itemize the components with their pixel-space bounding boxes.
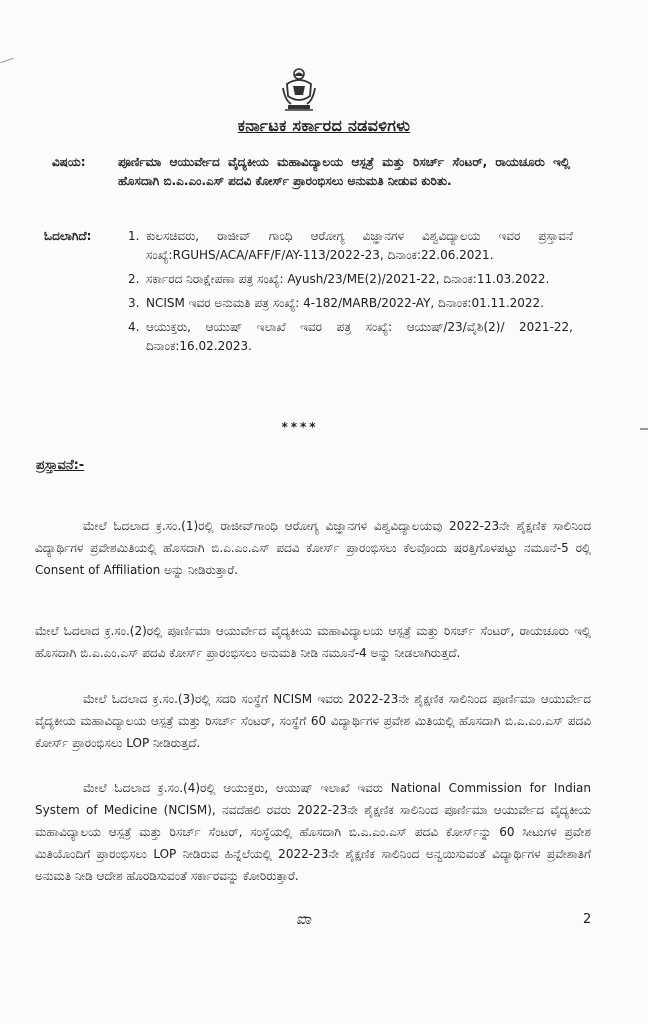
- preamble-paragraph-4: ಮೇಲೆ ಓದಲಾದ ಕ್ರ.ಸಂ.(4)ರಲ್ಲಿ ಆಯುಕ್ತರು, ಆಯುಷ್ ಇಲಾಖೆ ಇವರು National Commission for Indian System of Medicine (NCISM), ನವದೆಹಲಿ ರವರು 2022-23ನೇ ಶೈಕ್ಷಣಿಕ ಸಾಲಿನಿಂದ ಪೂರ್ಣಿಮಾ ಆಯುರ್ವೇದ ವೈದ್ಯಕೀಯ ಮಹಾವಿದ್ಯಾಲಯ ಆಸ್ಪತ್ರೆ ಮತ್ತು ರಿಸರ್ಚ್ ಸೆಂಟರ್, ಸಂಸ್ಥೆಯಲ್ಲಿ ಹೊಸದಾಗಿ ಬಿ.ಎ.ಎಂ.ಎಸ್ ಪದವಿ ಕೋರ್ಸ್‌ನ್ನು 60 ಸೀಟುಗಳ ಪ್ರವೇಶ ಮಿತಿಯೊಂದಿಗೆ ಪ್ರಾರಂಭಿಸಲು LOP ನೀಡಿರುವ ಹಿನ್ನೆಲೆಯಲ್ಲಿ 2022-23ನೇ ಶೈಕ್ಷಣಿಕ ಸಾಲಿನಿಂದ ಅನ್ವಯಿಸುವಂತೆ ವಿದ್ಯಾರ್ಥಿಗಳ ಪ್ರವೇಶಾತಿಗೆ ಅನುಮತಿ ನೀಡಿ ಆದೇಶ ಹೊರಡಿಸುವಂತೆ ಸರ್ಕಾರವನ್ನು ಕೋರಿರುತ್ತಾರೆ.: [35, 781, 591, 883]
- reference-text: ಸರ್ಕಾರದ ನಿರಾಕ್ಷೇಪಣಾ ಪತ್ರ ಸಂಖ್ಯೆ: Ayush/23/ME(2)/2021-22, ದಿನಾಂಕ:11.03.2022.: [146, 272, 550, 286]
- section-separator: ****: [281, 420, 319, 434]
- reference-number: 2.: [128, 272, 140, 286]
- page-title: ಕರ್ನಾಟಕ ಸರ್ಕಾರದ ನಡವಳಿಗಳು: [237, 116, 411, 135]
- preamble-heading: ಪ್ರಸ್ತಾವನೆ:-: [36, 458, 85, 473]
- preamble-paragraph-3: ಮೇಲೆ ಓದಲಾದ ಕ್ರ.ಸಂ.(3)ರಲ್ಲಿ ಸದರಿ ಸಂಸ್ಥೆಗೆ NCISM ಇವರು 2022-23ನೇ ಶೈಕ್ಷಣಿಕ ಸಾಲಿನಿಂದ ಪೂರ್ಣಿಮಾ ಆಯುರ್ವೇದ ವೈದ್ಯಕೀಯ ಮಹಾವಿದ್ಯಾಲಯ ಆಸ್ಪತ್ರೆ ಮತ್ತು ರಿಸರ್ಚ್ ಸೆಂಟರ್, ಸಂಸ್ಥೆಗೆ 60 ವಿದ್ಯಾರ್ಥಿಗಳ ಪ್ರವೇಶ ಮಿತಿಯಲ್ಲಿ ಹೊಸದಾಗಿ ಬಿ.ಎ.ಎಂ.ಎಸ್ ಪದವಿ ಕೋರ್ಸ್ ಪ್ರಾರಂಭಿಸಲು LOP ನೀಡಿರುತ್ತದೆ.: [35, 692, 591, 750]
- reference-number: 4.: [128, 320, 140, 334]
- preamble-paragraph-2: ಮೇಲೆ ಓದಲಾದ ಕ್ರ.ಸಂ.(2)ರಲ್ಲಿ ಪೂರ್ಣಿಮಾ ಆಯುರ್ವೇದ ವೈದ್ಯಕೀಯ ಮಹಾವಿದ್ಯಾಲಯ ಆಸ್ಪತ್ರೆ ಮತ್ತು ರಿಸರ್ಚ್ ಸೆಂಟರ್, ರಾಯಚೂರು ಇಲ್ಲಿ ಹೊಸದಾಗಿ ಬಿ.ಎ.ಎಂ.ಎಸ್ ಪದವಿ ಕೋರ್ಸ್ ಪ್ರಾರಂಭಿಸಲು ಅನುಮತಿ ನೀಡಿ ನಮೂನೆ-4 ಅನ್ನು ನೀಡಲಾಗಿರುತ್ತದೆ.: [35, 624, 591, 660]
- reference-number: 3.: [128, 296, 140, 310]
- scan-edge-mark: [640, 428, 648, 430]
- preamble-paragraph-1: ಮೇಲೆ ಓದಲಾದ ಕ್ರ.ಸಂ.(1)ರಲ್ಲಿ ರಾಜೀವ್‌ಗಾಂಧಿ ಆರೋಗ್ಯ ವಿಜ್ಞಾನಗಳ ವಿಶ್ವವಿದ್ಯಾಲಯವು 2022-23ನೇ ಶೈಕ್ಷಣಿಕ ಸಾಲಿನಿಂದ ವಿದ್ಯಾರ್ಥಿಗಳ ಪ್ರವೇಶಮಿತಿಯಲ್ಲಿ ಹೊಸದಾಗಿ ಬಿ.ಎ.ಎಂ.ಎಸ್ ಪದವಿ ಕೋರ್ಸ್ ಪ್ರಾರಂಭಿಸಲು ಕೆಲವೊಂದು ಷರತ್ತಿಗೊಳಪಟ್ಟು ನಮೂನೆ-5 ರಲ್ಲಿ Consent of Affiliation ಅನ್ನು ನೀಡಿರುತ್ತಾರೆ.: [35, 519, 591, 577]
- list-item: [128, 270, 573, 289]
- page-number: 2: [583, 912, 592, 927]
- state-emblem-icon: [279, 66, 319, 114]
- subject-label: ವಿಷಯ:: [52, 155, 86, 169]
- list-item: [128, 294, 573, 313]
- reference-text: ಆಯುಕ್ತರು, ಆಯುಷ್ ಇಲಾಖೆ ಇವರ ಪತ್ರ ಸಂಖ್ಯೆ: ಆಯುಷ್/23/ವೈಶಿ(2)/ 2021-22, ದಿನಾಂಕ:16.02.2023.: [146, 320, 573, 353]
- list-item: [128, 227, 573, 265]
- references-label: ಓದಲಾಗಿದೆ:: [44, 229, 92, 243]
- list-item: [128, 318, 573, 356]
- reference-text: NCISM ಇವರ ಅನುಮತಿ ಪತ್ರ ಸಂಖ್ಯೆ: 4-182/MARB/2022-AY, ದಿನಾಂಕ:01.11.2022.: [146, 296, 544, 310]
- scan-edge-mark: [0, 58, 13, 64]
- references-list: [128, 227, 573, 361]
- reference-number: 1.: [128, 229, 140, 243]
- reference-text: ಕುಲಸಚಿವರು, ರಾಜೀವ್ ಗಾಂಧಿ ಆರೋಗ್ಯ ವಿಜ್ಞಾನಗಳ ವಿಶ್ವವಿದ್ಯಾಲಯ ಇವರ ಪ್ರಸ್ತಾವನೆ ಸಂಖ್ಯೆ:RGUHS/ACA/AFF/F/AY-113/2022-23, ದಿನಾಂಕ:22.06.2021.: [146, 229, 573, 262]
- subject-text: ಪೂರ್ಣಿಮಾ ಆಯುರ್ವೇದ ವೈದ್ಯಕೀಯ ಮಹಾವಿದ್ಯಾಲಯ ಆಸ್ಪತ್ರೆ ಮತ್ತು ರಿಸರ್ಚ್ ಸೆಂಟರ್, ರಾಯಚೂರು ಇಲ್ಲಿ ಹೊಸದಾಗಿ ಬಿ.ಎ.ಎಂ.ಎಸ್ ಪದವಿ ಕೋರ್ಸ್ ಪ್ರಾರಂಭಿಸಲು ಅನುಮತಿ ನೀಡುವ ಕುರಿತು.: [118, 155, 570, 188]
- handwritten-initials: ಐಾ: [296, 910, 314, 928]
